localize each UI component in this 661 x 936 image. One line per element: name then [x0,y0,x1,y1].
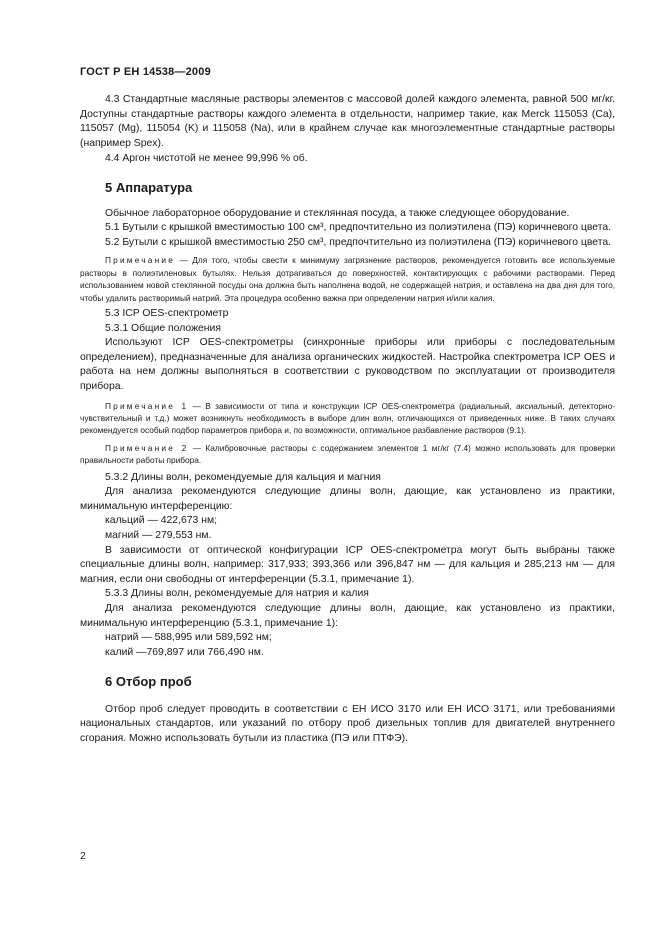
note-2-text: — Калибровочные растворы с содержанием элементов 1 мг/кг (7.4) можно использовать для проверки правильности работы прибора. [80,442,616,466]
clause-5-3-1-text: Используют ICP OES-спектрометры (синхронные приборы или приборы с последовательным определением), предназначенные для анализа органических жидкостей. Настройка спектрометра ICP OES и работа на нем должны выполняться в соответствии с руководством по эксплуатации от производителя прибора. [80,337,615,392]
section-5-intro: Обычное лабораторное оборудование и стеклянная посуда, а также следующее оборудование. [105,207,570,219]
magnesium-wavelength: магний — 279,553 нм. [105,529,212,541]
note-main-text: — Для того, чтобы свести к минимуму загрязнение растворов, рекомендуется готовить все используемые растворы в полиэтиленовых бутылях. Нельзя дотрагиваться до поверхностей, контактирующих с рабочими растворами. Перед использованием новой стеклянной посуды она должна быть наполнена водой, не содержащей натрия, и оставлена на два дня для того, чтобы удалить растворимый натрий. Эта процедура особенно важна при определении натрия и/или калия. [80,255,615,303]
note-main [80,254,615,304]
clause-5-3-2-alt: В зависимости от оптической конфигурации ICP OES-спектрометра могут быть выбраны также специальные длины волн, например: 317,933; 393,366 или 396,847 нм — для кальция и 285,213 нм — для магния, если они свободны от интерференции (5.3.1, примечание 1). [80,544,615,585]
sodium-wavelength: натрий — 588,995 или 589,592 нм; [105,632,272,644]
potassium-wavelength: калий —769,897 или 766,490 нм. [105,646,264,658]
clause-5-1: 5.1 Бутыли с крышкой вместимостью 100 см³, предпочтительно из полиэтилена (ПЭ) коричневого цвета. [105,222,612,234]
clause-5-3-1: 5.3.1 Общие положения [105,322,221,334]
clause-4-3: 4.3 Стандартные масляные растворы элементов с массовой долей каждого элемента, равной 500 мг/кг. Доступны стандартные растворы каждого элемента в отдельности, например такие, как Merck 115053 (Ca), 115057 (Mg), 115054 (K) и 115058 (Na), или в крайнем случае как многоэлементные стандартные растворы (например Spex). [80,94,615,149]
note-1 [80,400,615,437]
note-main-label: Примечание [105,255,176,266]
calcium-wavelength: кальций — 422,673 нм; [105,515,217,527]
clause-5-3-2-text: Для анализа рекомендуются следующие длины волн, дающие, как установлено из практики, минимальную интерференцию: [80,486,615,512]
clause-5-3-2: 5.3.2 Длины волн, рекомендуемые для кальция и магния [105,471,381,483]
clause-5-2: 5.2 Бутыли с крышкой вместимостью 250 см³, предпочтительно из полиэтилена (ПЭ) коричневого цвета. [105,236,612,248]
page-number: 2 [80,851,86,862]
note-1-label: Примечание 1 [105,400,189,411]
clause-5-3-3-text: Для анализа рекомендуются следующие длины волн, дающие, как установлено из практики, минимальную интерференцию (5.3.1, примечание 1): [80,602,615,629]
clause-4-4: 4.4 Аргон чистотой не менее 99,996 % об. [105,153,308,165]
note-2-label: Примечание 2 [105,442,189,453]
clause-5-3: 5.3 ICP OES-спектрометр [105,307,229,319]
clause-5-3-3: 5.3.3 Длины волн, рекомендуемые для натрия и калия [105,588,369,600]
document-body [80,93,615,747]
document-code-header: ГОСТ Р ЕН 14538—2009 [80,66,211,78]
section-6-text: Отбор проб следует проводить в соответствии с ЕН ИСО 3170 или ЕН ИСО 3171, или требованиями национальных стандартов, или указаний по отбору проб дизельных топлив для двигателей внутреннего сгорания. Можно использовать бутыли из пластика (ПЭ или ПТФЭ). [80,703,615,745]
note-2 [80,442,615,467]
section-6-title: 6 Отбор проб [105,674,192,690]
note-1-text: — В зависимости от типа и конструкции ICP OES-спектрометра (радиальный, аксиальный, детекторно-чувствительный и т.д.) может возникнуть необходимость в выборе длин волн, отличающихся от приведенных ниже. В таких случаях рекомендуется особый подбор параметров прибора и, по возможности, оптимальное разбавление растворов (9.1). [80,400,616,436]
section-5-title: 5 Аппаратура [105,179,193,195]
